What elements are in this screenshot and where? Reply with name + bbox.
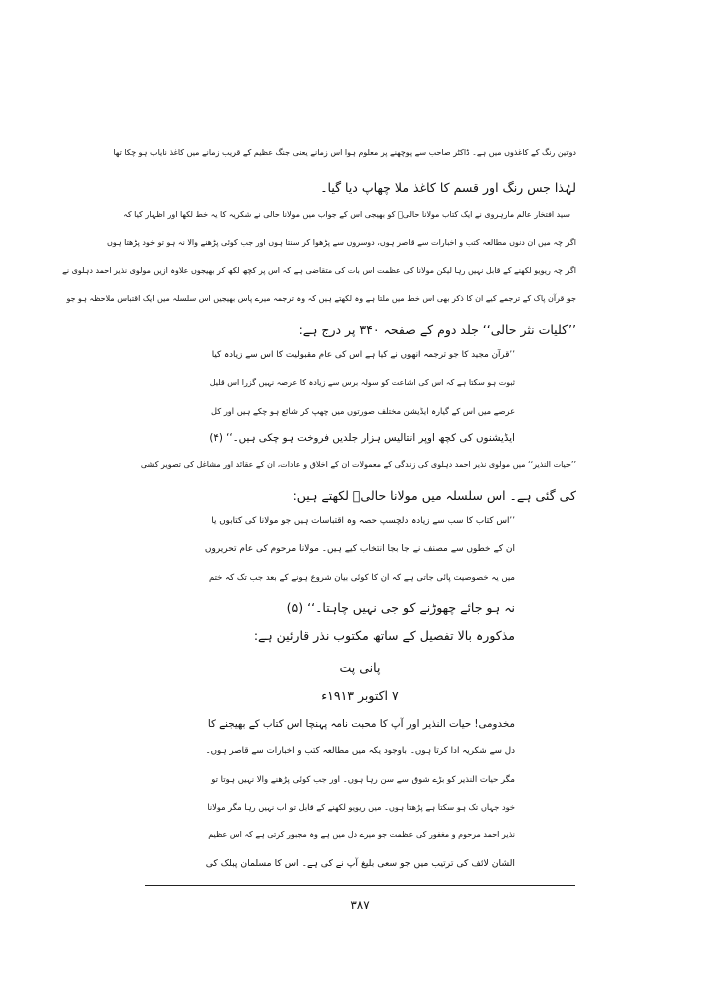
letter-line-3: مگر حیات النذیر کو بڑے شوق سے سن رہا ہوں۔ اور جب کوئی پڑھنے والا نہیں ہوتا تو xyxy=(211,775,515,785)
paragraph-2-line-3: اگر چہ ریویو لکھنے کے قابل نہیں رہا لیکن مولانا کی عظمت اس بات کی متقاضی ہے کہ اس پر کچھ لکھ کر بھیجوں علاوہ ازیں مولوی نذیر احمد دہلوی نے xyxy=(62,266,576,275)
paragraph-2-line-5: ’’کلیات نثر حالی‘‘ جلد دوم کے صفحہ ۳۴۰ پر درج ہے: xyxy=(298,322,576,337)
paragraph-2-line-2: اگر چہ میں ان دنوں مطالعہ کتب و اخبارات سے قاصر ہوں، دوسروں سے پڑھوا کر سنتا ہوں اور جب کوئی پڑھنے والا نہ ہو تو خود پڑھتا ہوں xyxy=(106,238,576,247)
letter-date: ۷ اکتوبر ۱۹۱۳ء xyxy=(321,688,399,703)
letter-line-6: الشان لائف کی ترتیب میں جو سعی بلیغ آپ نے کی ہے۔ اس کا مسلمان پبلک کی xyxy=(205,858,515,869)
letter-line-4: خود جہاں تک ہو سکتا ہے پڑھتا ہوں۔ میں ریویو لکھنے کے قابل تو اب نہیں رہا مگر مولانا xyxy=(207,802,515,812)
paragraph-3-line-1: ’’حیات النذیر‘‘ میں مولوی نذیر احمد دہلوی کی زندگی کے معمولات ان کے اخلاق و عادات، ان کے عقائد اور مشاغل کی تصویر کشی xyxy=(140,460,576,469)
quote-2-line-4: نہ ہو جائے چھوڑنے کو جی نہیں چاہتا۔‘‘ (۵) xyxy=(286,600,515,615)
quote-2-line-3: میں یہ خصوصیت پائی جاتی ہے کہ ان کا کوئی بیان شروع ہونے کے بعد جب تک کہ ختم xyxy=(208,573,515,583)
quote-1-line-3: عرصے میں اس کے گیارہ ایڈیشن مختلف صورتوں میں چھپ کر شائع ہو چکے ہیں اور کل xyxy=(211,406,515,416)
letter-line-1: مخدومی! حیات النذیر اور آپ کا محبت نامہ پہنچا اس کتاب کے بھیجنے کا xyxy=(207,718,515,730)
quote-1-line-4: ایڈیشنوں کی کچھ اوپر انتالیس ہزار جلدیں فروخت ہو چکی ہیں۔‘‘ (۴) xyxy=(209,432,515,444)
letter-place: پانی پت xyxy=(339,660,381,675)
paragraph-1-line-1: دوتین رنگ کے کاغذوں میں ہے۔ ڈاکٹر صاحب سے پوچھنے پر معلوم ہوا اس زمانے یعنی جنگ عظیم کے قریب زمانے میں کاغذ نایاب ہو چکا تھا xyxy=(113,148,576,157)
paragraph-1-line-2: لہٰذا جس رنگ اور قسم کا کاغذ ملا چھاپ دیا گیا۔ xyxy=(320,180,576,195)
quote-1-line-1: ’’قرآن مجید کا جو ترجمہ انھوں نے کیا ہے اس کی عام مقبولیت کا اس سے زیادہ کیا xyxy=(211,350,515,360)
quote-2-line-2: ان کے خطوں سے مصنف نے جا بجا انتخاب کیے ہیں۔ مولانا مرحوم کی عام تحریروں xyxy=(204,544,515,554)
footer-rule xyxy=(145,885,575,886)
page-number: ۳۸۷ xyxy=(350,898,370,912)
letter-line-5: نذیر احمد مرحوم و مغفور کی عظمت جو میرے دل میں ہے وہ مجبور کرتی ہے کہ اس عظیم xyxy=(208,830,515,839)
paragraph-2-line-1: سید افتخار عالم مارہروی نے ایک کتاب مولانا حالیؔ کو بھیجی اس کے جواب میں مولانا حالی نے شکریہ کا یہ خط لکھا اور اظہار کیا کہ xyxy=(123,210,570,219)
quote-2-line-1: ’’اس کتاب کا سب سے زیادہ دلچسپ حصہ وہ اقتباسات ہیں جو مولانا کی کتابوں یا xyxy=(211,516,515,526)
paragraph-3-line-2: کی گئی ہے۔ اس سلسلہ میں مولانا حالیؔ لکھتے ہیں: xyxy=(292,488,576,503)
paragraph-2-line-4: جو قرآن پاک کے ترجمے کیے ان کا ذکر بھی اس خط میں ملتا ہے وہ لکھتے ہیں کہ وہ ترجمہ میرے پاس بھیجیں اس سلسلہ میں ایک اقتباس ملاحظہ ہو جو xyxy=(66,294,576,303)
quote-1-line-2: ثبوت ہو سکتا ہے کہ اس کی اشاعت کو سولہ برس سے زیادہ کا عرصہ نہیں گزرا اس قلیل xyxy=(209,378,515,387)
letter-intro-line: مذکورہ بالا تفصیل کے ساتھ مکتوب نذر قارئین ہے: xyxy=(253,628,515,643)
letter-line-2: دل سے شکریہ ادا کرتا ہوں۔ باوجود یکہ میں مطالعہ کتب و اخبارات سے قاصر ہوں۔ xyxy=(205,746,515,756)
